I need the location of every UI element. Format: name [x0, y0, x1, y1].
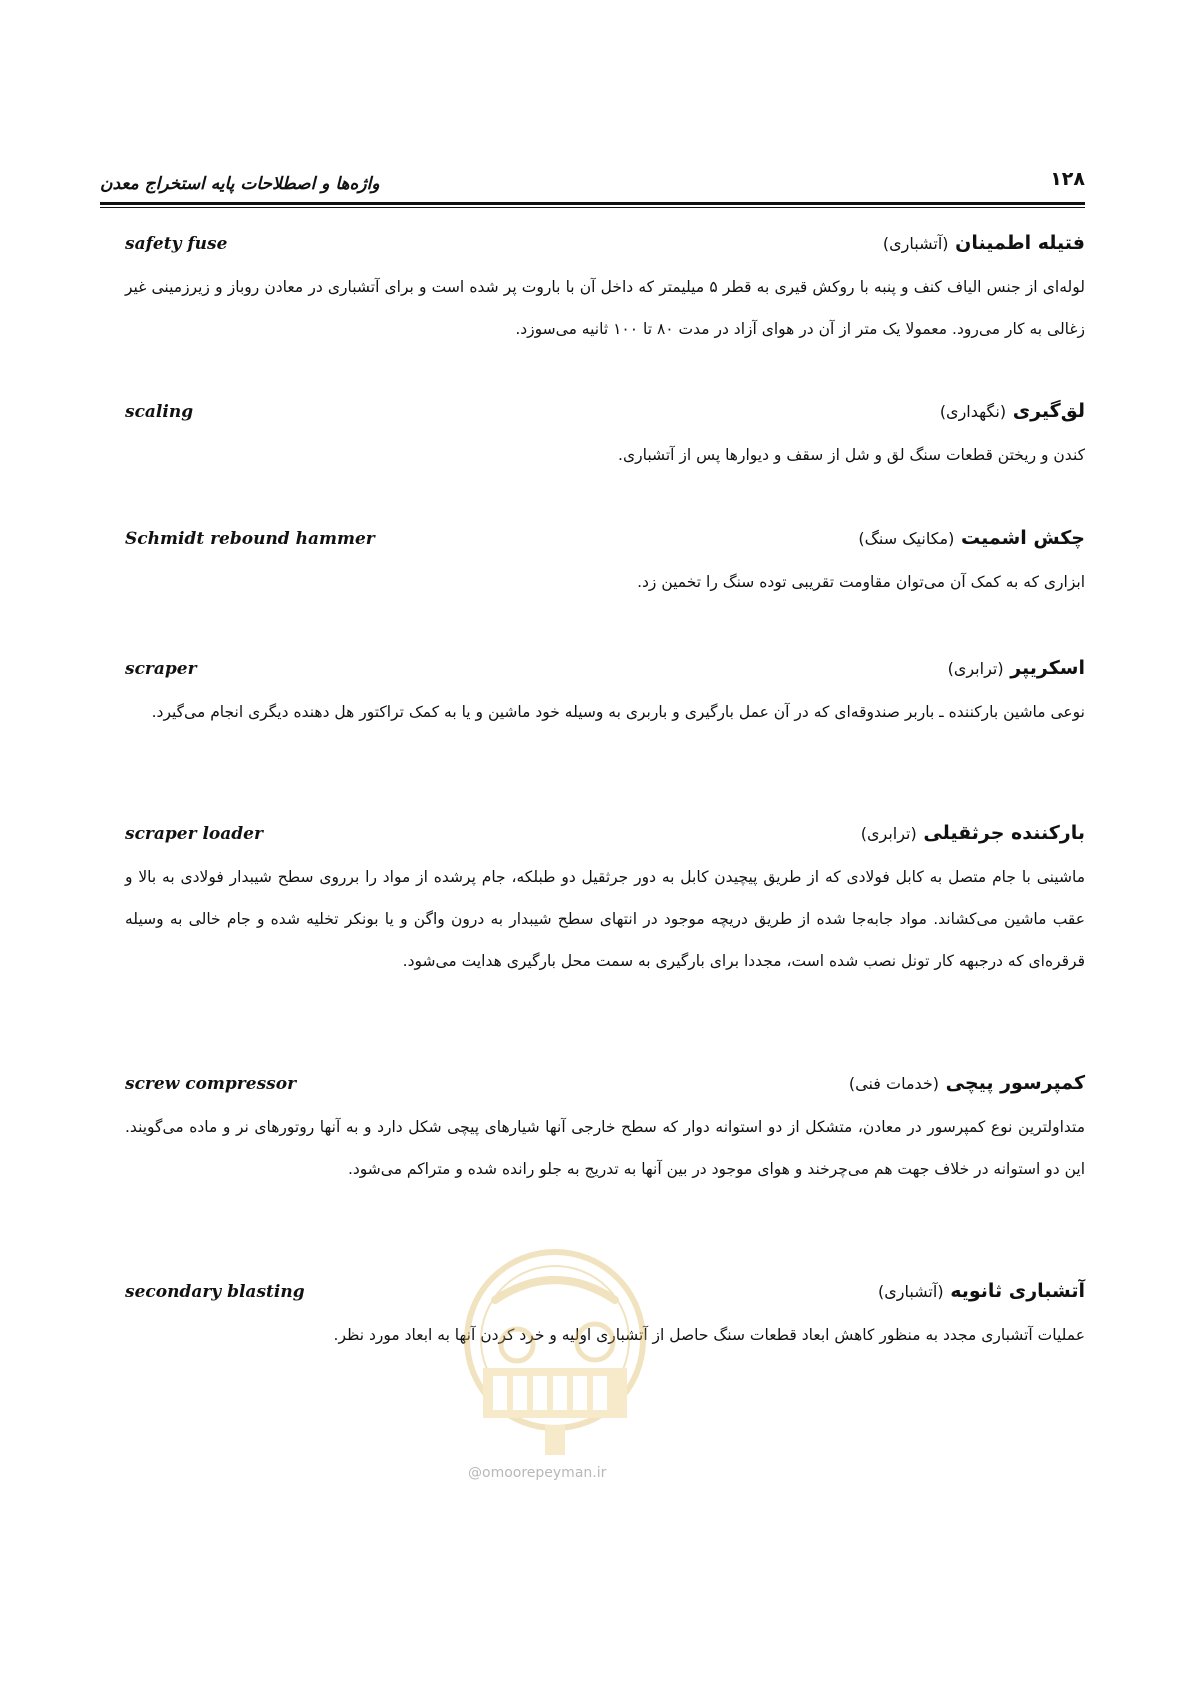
term-category: (نگهداری)	[939, 402, 1007, 421]
term-definition: عملیات آتشباری مجدد به منظور کاهش ابعاد قطعات سنگ حاصل از آتشباری اولیه و خرد کردن آنها به ابعاد مورد نظر.	[333, 1326, 1085, 1344]
entry-head	[125, 400, 1085, 434]
term-category: (ترابری)	[860, 824, 917, 843]
watermark-url: @omoorepeyman.ir	[468, 1465, 607, 1481]
term-persian: آتشباری ثانویه (آتشباری)	[877, 1280, 1085, 1302]
glossary-entry-scraper	[125, 657, 1085, 733]
term-persian: فتیله اطمینان (آتشباری)	[882, 232, 1085, 254]
header-rule	[100, 202, 1085, 208]
term-english: scaling	[125, 402, 194, 422]
term-category: (خدمات فنی)	[848, 1074, 940, 1093]
watermark-logo	[455, 1240, 655, 1460]
glossary-entry-schmidt-hammer	[125, 527, 1085, 603]
term-persian: چکش اشمیت (مکانیک سنگ)	[858, 527, 1085, 549]
term-definition: متداولترین نوع کمپرسور در معادن، متشکل از دو استوانه دوار که سطح خارجی آنها شیارهای پیچی شکل دارد و به آنها روتورهای نر و ماده می‌گویند. این دو استوانه در خلاف جهت هم می‌چرخند و هوای موجود در بین آنها به تدریج به جلو رانده شده و متراکم می‌شود.	[125, 1118, 1085, 1178]
term-category: (آتشباری)	[877, 1282, 944, 1301]
page-number: ۱۲۸	[1050, 168, 1085, 190]
term-definition: ابزاری که به کمک آن می‌توان مقاومت تقریبی توده سنگ را تخمین زد.	[637, 573, 1085, 591]
term-definition: ماشینی با جام متصل به کابل فولادی که از طریق پیچیدن کابل به دور جرثقیل دو طبلکه، جام پرشده از مواد را برروی سطح شیبدار فولادی به بالا و عقب ماشین می‌کشاند. مواد جابه‌جا شده از طریق دریچه موجود در انتهای سطح شیبدار به درون واگن و یا بونکر تخلیه شده و جام خالی به وسیله قرقره‌ای که درجبهه کار تونل نصب شده است، مجددا برای بارگیری به سمت محل بارگیری هدایت می‌شود.	[125, 868, 1085, 970]
page-header	[100, 168, 1085, 204]
term-english: Schmidt rebound hammer	[125, 529, 375, 549]
term-persian: لق‌گیری (نگهداری)	[939, 400, 1085, 422]
term-category: (ترابری)	[947, 659, 1004, 678]
term-english: safety fuse	[125, 234, 228, 254]
term-english: scraper	[125, 659, 197, 679]
glossary-entry-screw-compressor	[125, 1072, 1085, 1190]
glossary-entry-safety-fuse	[125, 232, 1085, 350]
entry-head	[125, 1072, 1085, 1106]
term-persian: اسکریپر (ترابری)	[947, 657, 1085, 679]
term-definition: لوله‌ای از جنس الیاف کنف و پنبه با روکش قیری به قطر ۵ میلیمتر که داخل آن با باروت پر شده است و برای آتشباری در معادن روباز و زیرزمینی غیر زغالی به کار می‌رود. معمولا یک متر از آن در هوای آزاد در مدت ۸۰ تا ۱۰۰ ثانیه می‌سوزد.	[125, 278, 1085, 338]
glossary-entry-scaling	[125, 400, 1085, 476]
entry-head	[125, 822, 1085, 856]
term-definition: کندن و ریختن قطعات سنگ لق و شل از سقف و دیوارها پس از آتشباری.	[618, 446, 1085, 464]
glossary-entry-scraper-loader	[125, 822, 1085, 982]
term-category: (مکانیک سنگ)	[858, 529, 955, 548]
running-title: واژه‌ها و اصطلاحات پایه استخراج معدن	[100, 174, 380, 194]
entry-head	[125, 527, 1085, 561]
term-english: scraper loader	[125, 824, 263, 844]
term-persian: کمپرسور پیچی (خدمات فنی)	[848, 1072, 1085, 1094]
entry-head	[125, 232, 1085, 266]
term-persian: بارکننده جرثقیلی (ترابری)	[860, 822, 1085, 844]
term-category: (آتشباری)	[882, 234, 949, 253]
term-definition: نوعی ماشین بارکننده ـ باربر صندوقه‌ای که در آن عمل بارگیری و باربری به وسیله خود ماشین و یا به کمک تراکتور هل دهنده دیگری انجام می‌گیرد.	[151, 703, 1085, 721]
entry-head	[125, 657, 1085, 691]
term-english: secondary blasting	[125, 1282, 305, 1302]
term-english: screw compressor	[125, 1074, 297, 1094]
